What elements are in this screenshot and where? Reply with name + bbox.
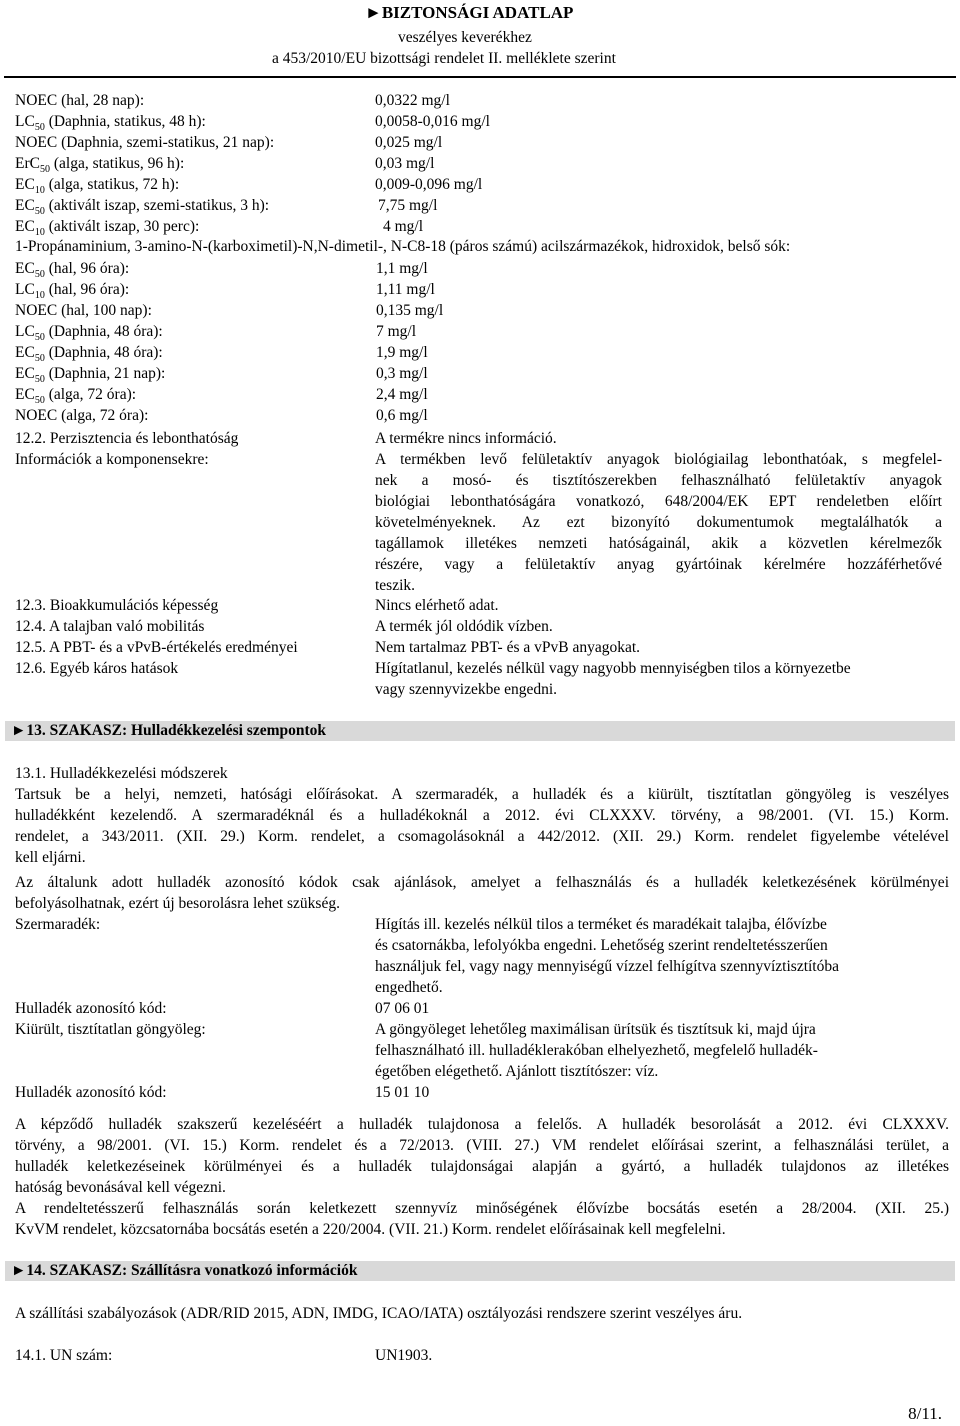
tox-value: 7 mg/l — [376, 323, 417, 340]
header-rule — [4, 76, 956, 78]
s12-4-label: 12.4. A talajban való mobilitás — [15, 618, 205, 635]
text-line: rendelet, a 343/2011. (XII. 29.) Korm. rendelet, a csomagolásoknál a 442/2012. (XII. 29.) Korm. rendelet figyelembe vételével — [15, 828, 949, 845]
tox-label — [15, 342, 163, 363]
text-line: hulladék keletkezéseinek körülményei és a hulladék tulajdonságai alapján a gyártó, a hulladék tulajdonos az illetékes — [15, 1158, 949, 1175]
s12-5-label: 12.5. A PBT- és a vPvB-értékelés eredményei — [15, 639, 298, 656]
tox-endpoint: EC — [15, 218, 35, 235]
s12-4-value: A termék jól oldódik vízben. — [375, 618, 553, 635]
section-13-heading: ►13. SZAKASZ: Hulladékkezelési szempontok — [5, 721, 955, 741]
text-line: hatóság bevonásával kell végezni. — [15, 1179, 226, 1196]
text-line: A termékben levő felületaktív anyagok biológiailag lebonthatóak, s megfelel- — [375, 451, 942, 468]
text-line: engedhető. — [375, 979, 443, 996]
waste-code-2-label: Hulladék azonosító kód: — [15, 1084, 167, 1101]
text-line: felhasználható ill. hulladéklerakóban elhelyezhető, megfelelő hulladék- — [375, 1042, 818, 1059]
s13-paragraph-2 — [15, 872, 949, 914]
header-title: ►BIZTONSÁGI ADATLAP — [365, 3, 574, 22]
tox-value: 0,3 mg/l — [376, 365, 428, 382]
s14-paragraph: A szállítási szabályozások (ADR/RID 2015, ADN, IMDG, ICAO/IATA) osztályozási rendszere szerint veszélyes áru. — [15, 1305, 743, 1322]
tox-endpoint-subscript: 50 — [39, 164, 50, 176]
tox-endpoint: NOEC — [15, 407, 58, 424]
text-line: befolyásolhatnak, ezért új besorolásra lehet szükség. — [15, 895, 340, 912]
residue-text — [375, 914, 915, 998]
tox-endpoint: EC — [15, 197, 35, 214]
packaging-label: Kiürült, tisztítatlan göngyöleg: — [15, 1021, 206, 1038]
tox-endpoint: EC — [15, 386, 35, 403]
packaging-text — [375, 1019, 915, 1082]
text-line: követelményeknek. Az ezt bizonyító dokumentumok megtalálhatók a — [375, 514, 942, 531]
text-line: biológiai lebonthatóságára vonatkozó, 648/2004/EK EPT rendeletben előírt — [375, 493, 942, 510]
components-label: Információk a komponensekre: — [15, 451, 209, 468]
tox-value: 0,009-0,096 mg/l — [375, 176, 483, 193]
tox-endpoint: NOEC — [15, 134, 58, 151]
s13-paragraph-3 — [15, 1114, 949, 1198]
tox-conditions: (Daphnia, 48 óra): — [44, 344, 163, 361]
tox-endpoint-subscript: 10 — [34, 227, 45, 239]
s13-1-title: 13.1. Hulladékkezelési módszerek — [15, 765, 228, 782]
s12-3-label: 12.3. Bioakkumulációs képesség — [15, 597, 219, 614]
s13-paragraph-1 — [15, 784, 949, 868]
tox-value: 0,0322 mg/l — [375, 92, 450, 109]
tox-conditions: (Daphnia, 21 nap): — [44, 365, 166, 382]
tox-conditions: (aktivált iszap, szemi-statikus, 3 h): — [44, 197, 270, 214]
tox-label — [15, 132, 274, 153]
tox-endpoint-subscript: 50 — [34, 206, 45, 218]
waste-code-1-value: 07 06 01 — [375, 1000, 430, 1017]
tox-value: 0,03 mg/l — [375, 155, 435, 172]
tox-label — [15, 279, 129, 300]
tox-label — [15, 300, 152, 321]
tox-label — [15, 153, 184, 174]
text-line: törvény, a 98/2001. (VI. 15.) Korm. rendelet és a 72/2013. (VIII. 27.) VM rendelet előírásai szerint, a felhasználási terület, a — [15, 1137, 949, 1154]
tox-endpoint: LC — [15, 281, 35, 298]
un-number-value: UN1903. — [375, 1347, 433, 1364]
tox-label — [15, 174, 179, 195]
text-line: Az általunk adott hulladék azonosító kódok csak ajánlások, amelyet a felhasználás és a hulladék keletkezésének körülményei — [15, 874, 949, 891]
tox-conditions: (Daphnia, 48 óra): — [44, 323, 163, 340]
tox-conditions: (Daphnia, szemi-statikus, 21 nap): — [57, 134, 275, 151]
tox-label — [15, 363, 165, 384]
text-line: Tartsuk be a helyi, nemzeti, hatósági előírásokat. A szermaradék, a hulladék és a kiürült, tisztítatlan göngyöleg is veszélyes — [15, 786, 949, 803]
tox-endpoint: EC — [15, 344, 35, 361]
un-number-label: 14.1. UN szám: — [15, 1347, 113, 1364]
text-line: A göngyöleget lehetőleg maximálisan ürítsük és tisztítsuk ki, majd újra — [375, 1021, 816, 1038]
s12-6-value-line1: Hígítatlanul, kezelés nélkül vagy nagyobb mennyiségben tilos a környezetbe — [375, 660, 851, 677]
s12-2-label: 12.2. Perzisztencia és lebonthatóság — [15, 430, 239, 447]
tox-endpoint: EC — [15, 176, 35, 193]
text-line: A képződő hulladék szakszerű kezeléséért a hulladék tulajdonosa a felelős. A hulladék besorolását a 2012. évi CLXXXV. — [15, 1116, 949, 1133]
tox-conditions: (Daphnia, statikus, 48 h): — [44, 113, 206, 130]
tox-endpoint-subscript: 50 — [34, 374, 45, 386]
tox-label — [15, 321, 163, 342]
tox-endpoint: NOEC — [15, 302, 58, 319]
tox-conditions: (aktivált iszap, 30 perc): — [44, 218, 200, 235]
tox-conditions: (hal, 28 nap): — [57, 92, 145, 109]
text-line: KvVM rendelet, közcsatornába bocsátás esetén a 220/2004. (VII. 21.) Korm. rendelet előírásainak kell megfelelni. — [15, 1221, 726, 1238]
text-line: hulladékként kezelendő. A szermaradéknál és a hulladékoknál a 2012. évi CLXXXV. törvény, a 98/2001. (VI. 15.) Korm. — [15, 807, 949, 824]
page-number: 8/11. — [908, 1404, 942, 1423]
tox-endpoint: NOEC — [15, 92, 58, 109]
tox-endpoint: LC — [15, 113, 35, 130]
tox-conditions: (hal, 96 óra): — [44, 260, 130, 277]
tox-label — [15, 258, 129, 279]
tox-value: 0,025 mg/l — [375, 134, 443, 151]
tox-label — [15, 195, 269, 216]
tox-value: 0,0058-0,016 mg/l — [375, 113, 490, 130]
tox-value: 0,6 mg/l — [376, 407, 428, 424]
section-14-heading: ►14. SZAKASZ: Szállításra vonatkozó információk — [5, 1261, 955, 1281]
header-subtitle: veszélyes keverékhez — [398, 29, 532, 46]
tox-value: 4 mg/l — [383, 218, 424, 235]
tox-label — [15, 384, 136, 405]
tox-label — [15, 90, 144, 111]
tox-conditions: (alga, statikus, 96 h): — [49, 155, 185, 172]
tox-conditions: (alga, 72 óra): — [57, 407, 149, 424]
text-line: és csatornákba, lefolyókba engedni. Lehetőség szerint rendeltetésszerűen — [375, 937, 828, 954]
tox-endpoint-subscript: 10 — [34, 185, 45, 197]
s12-2-value: A termékre nincs információ. — [375, 430, 557, 447]
s12-6-label: 12.6. Egyéb káros hatások — [15, 660, 179, 677]
tox-value: 2,4 mg/l — [376, 386, 428, 403]
tox-conditions: (alga, 72 óra): — [44, 386, 137, 403]
header-regulation: a 453/2010/EU bizottsági rendelet II. melléklete szerint — [272, 50, 616, 67]
s13-paragraph-4 — [15, 1198, 949, 1240]
waste-code-2-value: 15 01 10 — [375, 1084, 430, 1101]
text-line: tagállamok illetékes nemzeti hatóságainál, akik a közvetlen kérelmezők — [375, 535, 942, 552]
tox-value: 1,1 mg/l — [376, 260, 428, 277]
tox-value: 1,9 mg/l — [376, 344, 428, 361]
text-line: égetőben elégethető. Ajánlott tisztítószer: víz. — [375, 1063, 659, 1080]
tox-endpoint: ErC — [15, 155, 40, 172]
text-line: A rendeltetésszerű felhasználás során keletkezett szennyvíz minőségének élővízbe bocsátás esetén a 28/2004. (XII. 25.) — [15, 1200, 949, 1217]
tox-value: 7,75 mg/l — [378, 197, 438, 214]
tox-endpoint-subscript: 50 — [34, 269, 45, 281]
tox-label — [15, 111, 206, 132]
s12-5-value: Nem tartalmaz PBT- és a vPvB anyagokat. — [375, 639, 641, 656]
text-line: nek a mosó- és tisztítószerekben felhasználható felületaktív anyagok — [375, 472, 942, 489]
tox-endpoint-subscript: 50 — [34, 353, 45, 365]
tox-conditions: (alga, statikus, 72 h): — [44, 176, 180, 193]
tox-conditions: (hal, 96 óra): — [44, 281, 130, 298]
residue-label: Szermaradék: — [15, 916, 101, 933]
tox-endpoint-subscript: 50 — [34, 332, 45, 344]
tox-endpoint-subscript: 10 — [34, 290, 45, 302]
text-line: használjuk fel, vagy nagy mennyiségű vízzel felhígítva szennyvíztisztítóba — [375, 958, 839, 975]
tox-endpoint: EC — [15, 260, 35, 277]
waste-code-1-label: Hulladék azonosító kód: — [15, 1000, 167, 1017]
components-text — [375, 449, 942, 596]
tox-value: 0,135 mg/l — [376, 302, 444, 319]
tox-label — [15, 405, 148, 426]
tox-conditions: (hal, 100 nap): — [57, 302, 152, 319]
text-line: teszik. — [375, 577, 416, 594]
tox-endpoint-subscript: 50 — [34, 122, 45, 134]
text-line: Hígítás ill. kezelés nélkül tilos a terméket és maradékait talajba, élővízbe — [375, 916, 827, 933]
s12-6-value-line2: vagy szennyvizekbe engedni. — [375, 681, 558, 698]
tox-endpoint: LC — [15, 323, 35, 340]
substance-name: 1-Propánaminium, 3-amino-N-(karboximetil)-N,N-dimetil-, N-C8-18 (páros számú) acilszármazékok, hidroxidok, belső sók: — [15, 238, 791, 255]
tox-label — [15, 216, 199, 237]
s12-3-value: Nincs elérhető adat. — [375, 597, 499, 614]
tox-endpoint-subscript: 50 — [34, 395, 45, 407]
text-line: részére, vagy a felületaktív anyag gyártóinak kérelmére hozzáférhetővé — [375, 556, 942, 573]
tox-endpoint: EC — [15, 365, 35, 382]
text-line: kell eljárni. — [15, 849, 86, 866]
tox-value: 1,11 mg/l — [376, 281, 435, 298]
